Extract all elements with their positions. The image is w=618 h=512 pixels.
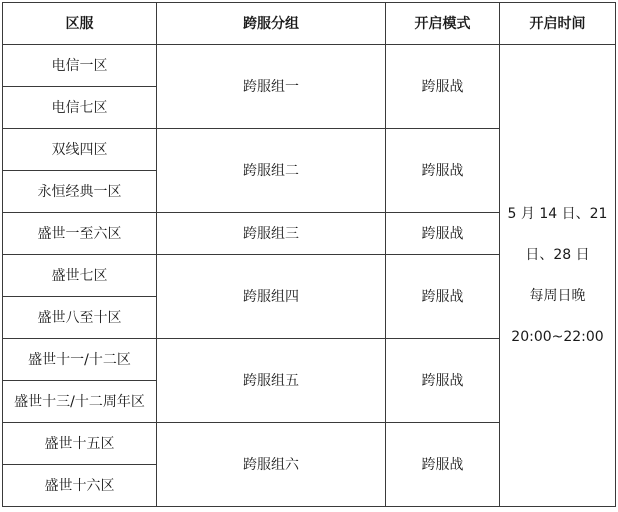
group-cell: 跨服组二 [157, 129, 386, 213]
schedule-line: 日、28 日 [525, 246, 590, 263]
mode-cell: 跨服战 [386, 255, 500, 339]
server-cell: 盛世七区 [3, 255, 157, 297]
server-cell: 盛世十五区 [3, 423, 157, 465]
header-row [3, 3, 616, 45]
header-time: 开启时间 [500, 3, 616, 45]
mode-cell: 跨服战 [386, 339, 500, 423]
header-group: 跨服分组 [157, 3, 386, 45]
server-cell: 电信一区 [3, 45, 157, 87]
cross-server-table [2, 2, 616, 507]
server-cell: 永恒经典一区 [3, 171, 157, 213]
group-cell: 跨服组一 [157, 45, 386, 129]
schedule-line: 5 月 14 日、21 [507, 205, 608, 222]
schedule-line: 20:00~22:00 [511, 328, 604, 345]
server-cell: 盛世十三/十二周年区 [3, 381, 157, 423]
server-cell: 盛世八至十区 [3, 297, 157, 339]
server-cell: 盛世十一/十二区 [3, 339, 157, 381]
mode-cell: 跨服战 [386, 423, 500, 507]
mode-cell: 跨服战 [386, 45, 500, 129]
group-cell: 跨服组三 [157, 213, 386, 255]
group-cell: 跨服组六 [157, 423, 386, 507]
mode-cell: 跨服战 [386, 213, 500, 255]
header-mode: 开启模式 [386, 3, 500, 45]
schedule-cell [500, 45, 616, 507]
table-row [3, 45, 616, 87]
mode-cell: 跨服战 [386, 129, 500, 213]
server-cell: 盛世一至六区 [3, 213, 157, 255]
server-cell: 盛世十六区 [3, 465, 157, 507]
schedule-line: 每周日晚 [529, 287, 586, 304]
group-cell: 跨服组五 [157, 339, 386, 423]
header-server: 区服 [3, 3, 157, 45]
server-cell: 电信七区 [3, 87, 157, 129]
group-cell: 跨服组四 [157, 255, 386, 339]
server-cell: 双线四区 [3, 129, 157, 171]
